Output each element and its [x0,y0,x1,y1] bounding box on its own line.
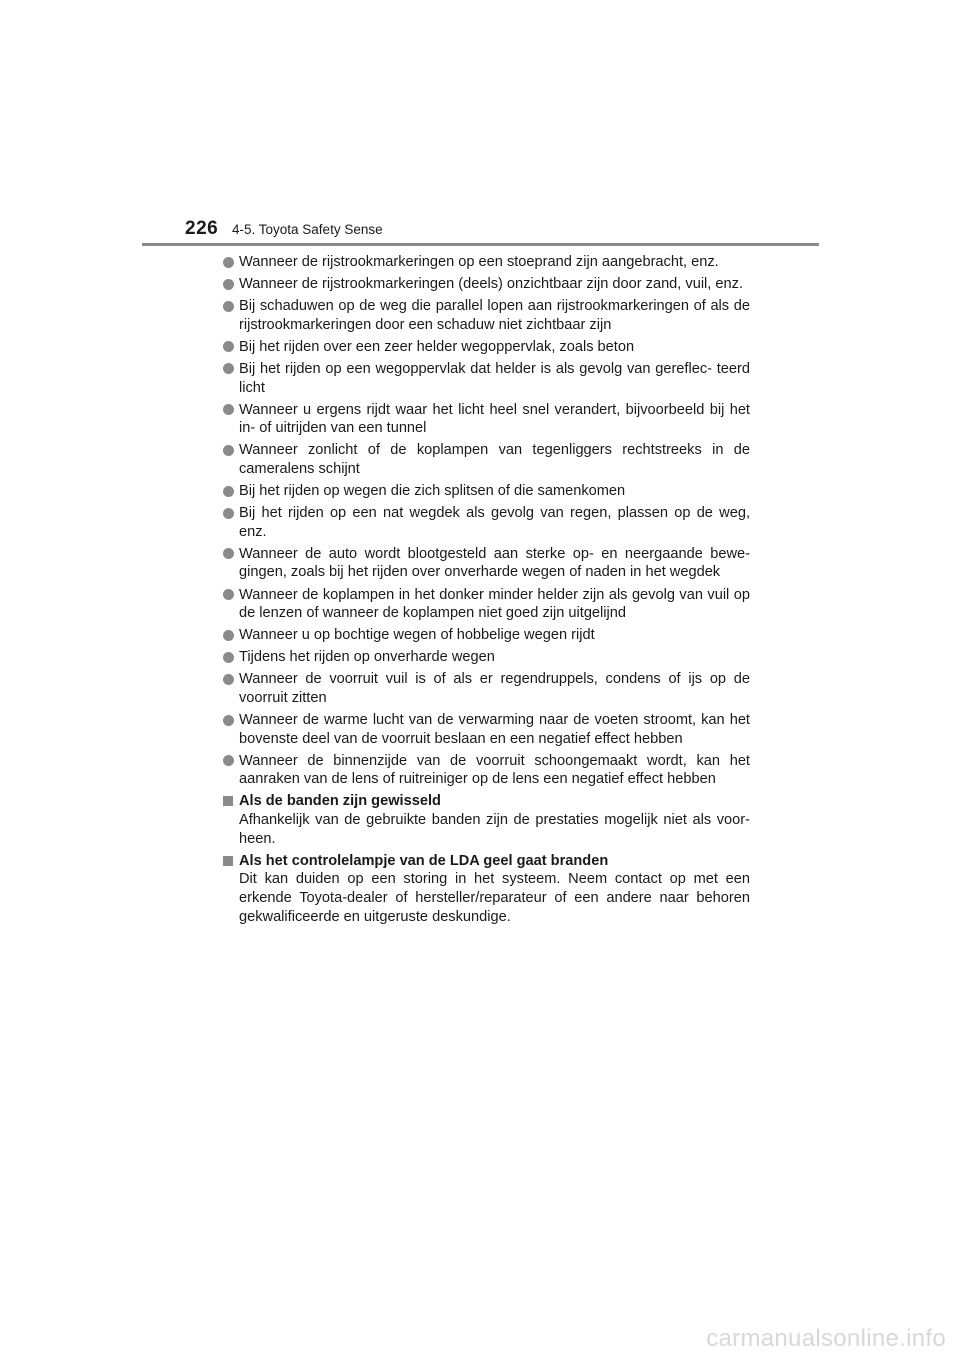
list-item [222,504,750,541]
list-item [222,360,750,397]
bullet-icon [223,548,234,559]
subsection-body: Afhankelijk van de gebruikte banden zijn de prestaties mogelijk niet als voor- heen. [239,812,750,847]
bullet-icon [223,279,234,290]
list-item [222,275,750,294]
list-item [222,401,750,438]
list-item-text: Wanneer de voorruit vuil is of als er regendruppels, condens of ijs op de voorruit zitten [239,671,750,706]
subsection-lda-warning [222,852,750,926]
bullet-icon [223,363,234,374]
list-item-text: Wanneer de rijstrookmarkeringen (deels) onzichtbaar zijn door zand, vuil, enz. [239,276,743,293]
list-item [222,648,750,667]
bullet-icon [223,652,234,663]
bullet-icon [223,715,234,726]
list-item-text: Wanneer u op bochtige wegen of hobbelige wegen rijdt [239,627,595,644]
list-item [222,670,750,707]
page-content [222,253,750,930]
list-item-text: Wanneer de binnenzijde van de voorruit schoongemaakt wordt, kan het aanraken van de lens of ruitreiniger op de lens een negatief effect hebben [239,752,750,788]
subsection-title: Als de banden zijn gewisseld [239,793,441,810]
subsection-body: Dit kan duiden op een storing in het systeem. Neem contact op met een erkende Toyota-dealer of hersteller/reparateur of een andere naar behoren gekwalificeerde en uitgeruste deskundige. [239,871,750,925]
square-bullet-icon [223,856,233,866]
subsection-tires-changed [222,792,750,848]
square-bullet-icon [223,796,233,806]
bullet-icon [223,404,234,415]
watermark: carmanualsonline.info [706,1325,946,1352]
bullet-icon [223,257,234,268]
list-item [222,482,750,501]
page-number: 226 [185,218,219,239]
page-header [0,0,960,250]
list-item-text: Wanneer zonlicht of de koplampen van tegenliggers rechtstreeks in de cameralens schijnt [239,442,750,477]
list-item-text: Wanneer de rijstrookmarkeringen op een stoeprand zijn aangebracht, enz. [239,254,719,270]
list-item-text: Bij het rijden over een zeer helder wegoppervlak, zoals beton [239,338,635,355]
bullet-icon [223,674,234,685]
list-item-text: Bij schaduwen op de weg die parallel lopen aan rijstrookmarkeringen of als de rijstrookmarkeringen door een schaduw niet zichtbaar zijn [239,298,750,333]
subsection-title: Als het controlelampje van de LDA geel gaat branden [239,852,609,869]
bullet-icon [223,301,234,312]
bullet-icon [223,589,234,600]
bullet-icon [223,508,234,519]
section-title: 4-5. Toyota Safety Sense [232,222,383,237]
list-item-text: Wanneer de koplampen in het donker minder helder zijn als gevolg van vuil op de lenzen of wanneer de koplampen niet goed zijn uitgelijnd [239,586,750,622]
list-item-text: Tijdens het rijden op onverharde wegen [239,649,495,666]
list-item [222,441,750,478]
list-item [222,626,750,645]
list-item-text: Bij het rijden op een nat wegdek als gevolg van regen, plassen op de weg, enz. [239,505,750,540]
list-item [222,545,750,582]
bullet-icon [223,486,234,497]
bullet-icon [223,755,234,766]
bullet-icon [223,630,234,641]
list-item [222,752,750,789]
list-item [222,338,750,357]
list-item-text: Wanneer de auto wordt blootgesteld aan sterke op- en neergaande bewe- gingen, zoals bij het rijden over onverharde wegen of naden in het wegdek [239,545,750,581]
bullet-icon [223,341,234,352]
list-item-text: Bij het rijden op een wegoppervlak dat helder is als gevolg van gereflec- teerd licht [239,360,750,396]
list-item [222,253,750,272]
bullet-icon [223,445,234,456]
list-item [222,711,750,748]
header-divider [142,243,819,246]
list-item [222,586,750,623]
list-item [222,297,750,334]
list-item-text: Wanneer u ergens rijdt waar het licht heel snel verandert, bijvoorbeeld bij het in- of uitrijden van een tunnel [239,401,750,437]
list-item-text: Wanneer de warme lucht van de verwarming naar de voeten stroomt, kan het bovenste deel van de voorruit beslaan en een negatief effect hebben [239,712,750,747]
list-item-text: Bij het rijden op wegen die zich splitsen of die samenkomen [239,483,626,500]
